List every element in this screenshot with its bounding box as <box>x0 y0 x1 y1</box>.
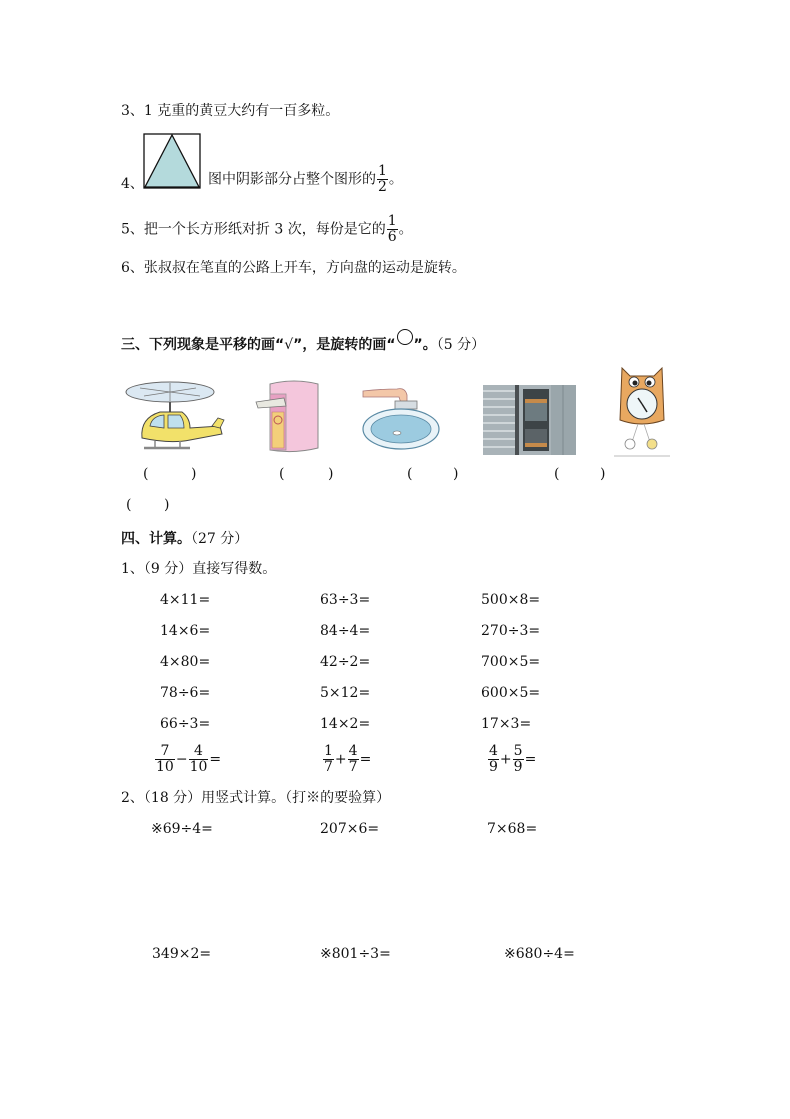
section-3-title-part3: ”。 <box>413 337 437 353</box>
statement-5-label: 5、把一个长方形纸对折 3 次，每份是它的 <box>121 221 386 238</box>
section-4-score: （27 分） <box>191 531 249 547</box>
section-4-heading: 四、计算。 <box>121 531 191 547</box>
calc-r4-c3: 600×5= <box>481 685 541 701</box>
answer-blank-5-open: ( <box>126 497 132 513</box>
section-4-title <box>121 530 248 548</box>
calc-r1-c1: 4×11= <box>160 592 211 608</box>
calc-r3-c2: 42÷2= <box>320 654 371 670</box>
statement-5 <box>121 214 413 245</box>
answer-blank-1-open: ( <box>143 466 149 482</box>
statement-3: 3、1 克重的黄豆大约有一百多粒。 <box>121 103 340 119</box>
section-3-title-part1: 三、下列现象是平移的画“ <box>121 337 285 353</box>
calc-r2-c3: 270÷3= <box>481 623 541 639</box>
section-3-title <box>121 329 485 354</box>
statement-4-number: 4、 <box>121 176 144 192</box>
fraction-calc-1: $\frac{7}{10}$ − $\frac{4}{10}$ = <box>156 743 222 775</box>
calc-r5-c2: 14×2= <box>320 716 371 732</box>
fraction-one-sixth: $\frac{1}{6}$ <box>387 213 397 245</box>
answer-blank-4-open: ( <box>554 466 560 482</box>
answer-blank-3-close: ) <box>453 466 459 482</box>
check-mark-icon: √ <box>284 337 294 353</box>
vertical-calc-r1-c3: 7×68= <box>487 821 538 837</box>
calc-r4-c1: 78÷6= <box>160 685 211 701</box>
calc-r1-c2: 63÷3= <box>320 592 371 608</box>
vertical-calc-r2-c3: ※680÷4= <box>504 946 575 962</box>
part-1-title: 1、（9 分）直接写得数。 <box>121 561 277 577</box>
statement-4-text <box>208 164 403 195</box>
calc-r2-c2: 84÷4= <box>320 623 371 639</box>
owl-pendulum-clock-image <box>610 362 674 458</box>
square-triangle-figure <box>143 133 201 189</box>
part-2-title: 2、（18 分）用竖式计算。（打※的要验算） <box>121 790 391 806</box>
statement-4-suffix: 。 <box>388 171 403 188</box>
vertical-calc-r2-c2: ※801÷3= <box>320 946 391 962</box>
answer-blank-3-open: ( <box>407 466 413 482</box>
computer-cd-drive-image <box>254 378 324 456</box>
section-3-score: （5 分） <box>436 337 486 353</box>
faucet-sink-image <box>361 385 441 455</box>
fraction-calc-3: $\frac{4}{9}$ + $\frac{5}{9}$ = <box>489 743 537 775</box>
circle-icon <box>397 329 413 345</box>
calc-r5-c1: 66÷3= <box>160 716 211 732</box>
answer-blank-4-close: ) <box>600 466 606 482</box>
statement-5-suffix: 。 <box>398 221 413 238</box>
answer-blank-1-close: ) <box>191 466 197 482</box>
elevator-building-image <box>483 385 576 455</box>
answer-blank-2-close: ) <box>328 466 334 482</box>
calc-r2-c1: 14×6= <box>160 623 211 639</box>
statement-4-label: 图中阴影部分占整个图形的 <box>208 171 376 188</box>
calc-r3-c3: 700×5= <box>481 654 541 670</box>
vertical-calc-r2-c1: 349×2= <box>152 946 212 962</box>
calc-r3-c1: 4×80= <box>160 654 211 670</box>
section-3-title-part2: ”，是旋转的画“ <box>293 337 396 353</box>
vertical-calc-r1-c2: 207×6= <box>320 821 380 837</box>
vertical-calc-r1-c1: ※69÷4= <box>151 821 213 837</box>
answer-blank-5-close: ) <box>164 497 170 513</box>
statement-6: 6、张叔叔在笔直的公路上开车，方向盘的运动是旋转。 <box>121 260 466 276</box>
calc-r5-c3: 17×3= <box>481 716 532 732</box>
calc-r1-c3: 500×8= <box>481 592 541 608</box>
helicopter-image <box>120 378 226 456</box>
answer-blank-2-open: ( <box>279 466 285 482</box>
calc-r4-c2: 5×12= <box>320 685 371 701</box>
fraction-one-half: $\frac{1}{2}$ <box>378 163 387 195</box>
fraction-calc-2: $\frac{1}{7}$ + $\frac{4}{7}$ = <box>324 743 372 775</box>
